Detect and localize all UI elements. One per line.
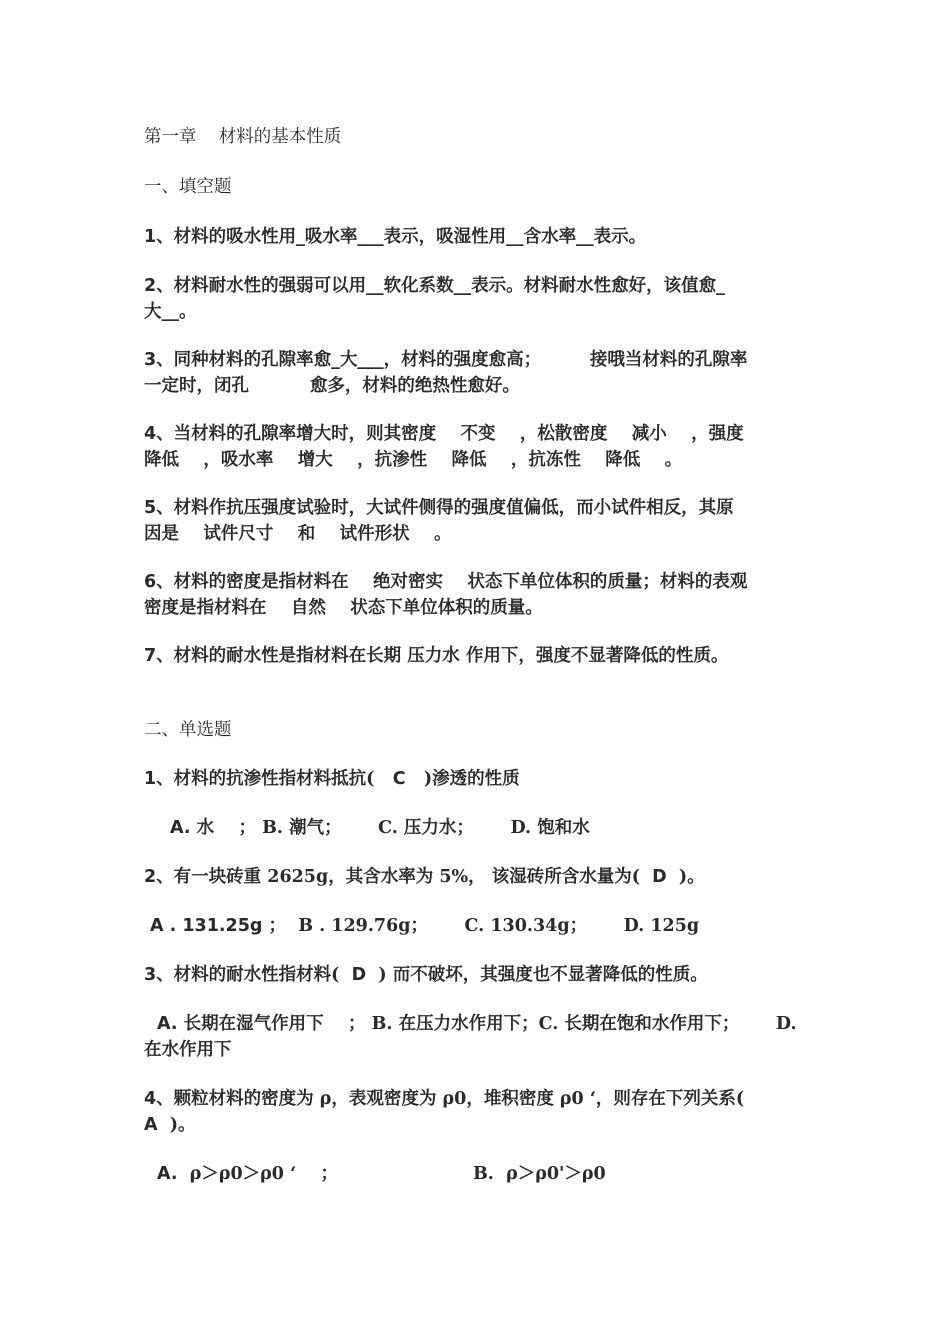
- question-text: 、材料的抗渗性指材料抵抗(: [156, 769, 375, 789]
- options-rest: ； B . 129.76g； C. 130.34g； D. 125g: [262, 916, 700, 936]
- choice-options-1: [144, 815, 810, 841]
- question-text: 、有一块砖重 2625g，其含水率为 5%， 该湿砖所含水量为(: [156, 867, 640, 887]
- options-rest: B. 在压力水作用下；C. 长期在饱和水作用下； D. 在水作用下: [144, 1014, 797, 1060]
- document-body: [144, 124, 810, 1187]
- option-a-text: 长期在湿气作用下 ；: [177, 1014, 366, 1034]
- chapter-title: 第一章 材料的基本性质: [144, 127, 342, 147]
- question-tail: )渗透的性质: [423, 769, 520, 789]
- choice-options-4: [144, 1161, 810, 1187]
- options-rest: B. 潮气； C. 压力水； D. 饱和水: [256, 818, 590, 838]
- choice-question-3: [144, 962, 810, 988]
- section-heading-fill-in: 一、填空题: [144, 177, 232, 197]
- question-tail: )。: [678, 867, 705, 887]
- fill-question-1: [144, 224, 810, 250]
- answer-letter: A: [144, 1115, 170, 1135]
- fill-question-7: [144, 643, 810, 669]
- question-text: 、材料的吸水性用_吸水率___表示，吸湿性用__含水率__表示。: [156, 227, 647, 247]
- fill-question-6: [144, 569, 810, 621]
- choice-question-1: [144, 766, 810, 792]
- choice-options-3: [144, 1011, 810, 1063]
- fill-question-5: [144, 495, 810, 547]
- question-number: 7: [144, 646, 157, 666]
- question-number: 6: [144, 572, 157, 592]
- question-number: 3: [144, 965, 157, 985]
- question-text: 、材料作抗压强度试验时，大试件侧得的强度值偏低，而小试件相反，其原 因是 试件尺寸 和 试件形状 。: [144, 498, 734, 544]
- option-a: A . 131.25g: [150, 916, 263, 936]
- answer-letter: C: [374, 769, 424, 789]
- section-heading-single-choice: 二、单选题: [144, 720, 232, 740]
- option-a-text: 水 ；: [190, 818, 256, 838]
- option-b: B. ρ＞ρ0'＞ρ0: [473, 1164, 606, 1184]
- question-number: 2: [144, 276, 157, 296]
- fill-question-4: [144, 421, 810, 473]
- question-number: 2: [144, 867, 157, 887]
- choice-options-2: [144, 913, 810, 939]
- option-a-label: A.: [157, 1014, 178, 1034]
- fill-question-2: [144, 273, 810, 325]
- question-tail: )。: [169, 1115, 196, 1135]
- question-text: 、同种材料的孔隙率愈_大___，材料的强度愈高； 接哦当材料的孔隙率 一定时，闭孔 愈多，材料的绝热性愈好。: [144, 350, 748, 396]
- question-text: 、材料的耐水性指材料(: [156, 965, 340, 985]
- option-a: [157, 1161, 473, 1187]
- answer-letter: D: [640, 867, 679, 887]
- question-text: 、材料耐水性的强弱可以用__软化系数__表示。材料耐水性愈好，该值愈_ 大__。: [144, 276, 725, 322]
- fill-question-3: [144, 347, 810, 399]
- choice-question-2: [144, 864, 810, 890]
- question-number: 1: [144, 227, 157, 247]
- option-a-label: A.: [170, 818, 191, 838]
- question-text: 、材料的密度是指材料在 绝对密实 状态下单位体积的质量；材料的表观 密度是指材料在 自然 状态下单位体积的质量。: [144, 572, 748, 618]
- question-text: 、当材料的孔隙率增大时，则其密度 不变 ，松散密度 减小 ，强度 降低 ，吸水率 增大 ，抗渗性 降低 ，抗冻性 降低 。: [144, 424, 744, 470]
- question-number: 4: [144, 1089, 157, 1109]
- question-number: 3: [144, 350, 157, 370]
- question-text: 、材料的耐水性是指材料在长期 压力水 作用下，强度不显著降低的性质。: [156, 646, 729, 666]
- question-number: 4: [144, 424, 157, 444]
- answer-letter: D: [339, 965, 379, 985]
- question-number: 1: [144, 769, 157, 789]
- option-a-text: ρ＞ρ0＞ρ0 ‘ ；: [177, 1164, 339, 1184]
- question-tail: ) 而不破坏，其强度也不显著降低的性质。: [378, 965, 708, 985]
- question-number: 5: [144, 498, 157, 518]
- choice-question-4: [144, 1086, 810, 1138]
- question-text: 、颗粒材料的密度为 ρ，表观密度为 ρ0，堆积密度 ρ0 ‘，则存在下列关系(: [156, 1089, 745, 1109]
- option-a-label: A.: [157, 1164, 178, 1184]
